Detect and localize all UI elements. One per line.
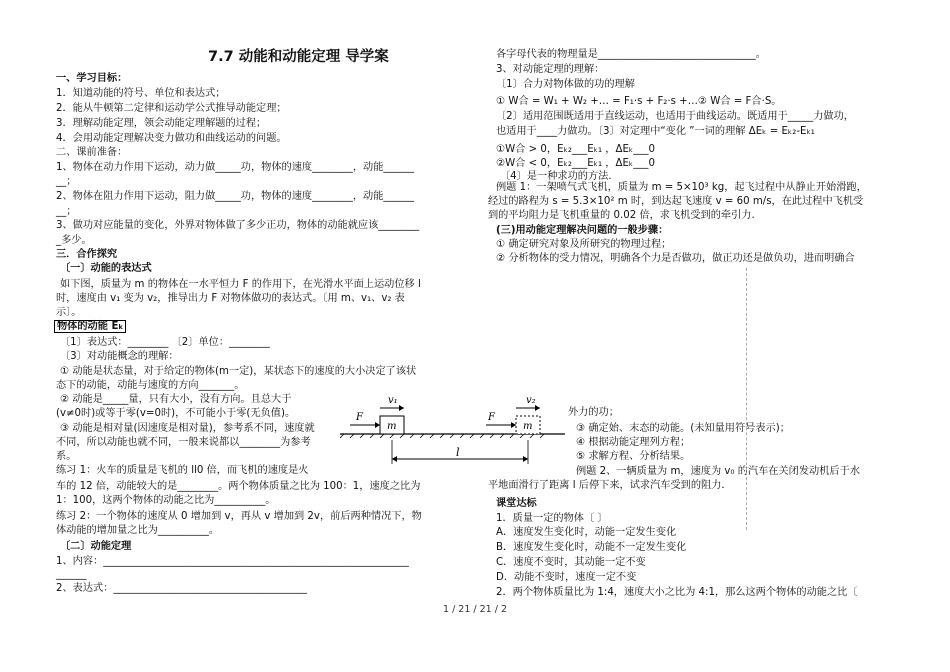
left-line: 如下图，质量为 m 的物体在一水平恒力 F 的作用下，在光滑水平面上运动位移 l [60, 279, 421, 290]
right-line: A．速度发生变化时，动能一定发生变化 [496, 527, 677, 538]
left-line: 1、物体在动力作用下运动，动力做_____功，物体的速度________，动能______ [56, 162, 414, 173]
left-line: 1．知道动能的符号、单位和表达式； [56, 88, 226, 99]
left-line: 2、物体在阻力作用下运动，阻力做_____功，物体的速度________，动能______ [56, 191, 414, 202]
left-line: 示〕。 [56, 307, 82, 318]
left-line: ③ 动能是相对量(因速度是相对量)，参考系不同，速度就 [60, 423, 315, 434]
left-line: 1、内容：____________________________________________________________ [56, 556, 409, 567]
mass-label-1: m [387, 421, 397, 432]
left-line: _多少。 [56, 235, 92, 246]
left-line: ______ [56, 569, 87, 580]
right-line: ④ 根据动能定理列方程； [576, 437, 691, 448]
left-line: 车的 12 倍，动能较大的是________。两个物体质量之比为 100：1，速度之比为 [56, 481, 421, 492]
left-line: 三．合作探究 [56, 249, 118, 260]
left-line: 二、课前准备： [56, 147, 128, 158]
left-line: 系。 [56, 451, 77, 462]
left-line: 〔二〕动能定理 [60, 541, 132, 552]
mass-label-2: m [523, 421, 533, 432]
left-line: 2．能从牛顿第二定律和运动学公式推导动能定理； [56, 103, 287, 114]
right-line: ⑤ 求解方程、分析结果。 [576, 451, 691, 462]
left-line: 练习 2：一个物体的速度从 0 增加到 v，再从 v 增加到 2v，前后两种情况下，物 [56, 511, 422, 522]
right-line: 1．质量一定的物体〔 〕 [496, 513, 608, 524]
left-line: 3、做功对应能量的变化，外界对物体做了多少正功，物体的动能就应该________ [56, 220, 420, 231]
left-line: __； [56, 206, 77, 217]
right-line: 平地面滑行了距离 l 后停下来，试求汽车受到的阻力． [488, 480, 732, 491]
left-line: 3．理解动能定理，领会动能定理解题的过程； [56, 118, 267, 129]
right-line: 各字母代表的物理量是_______________________________。 [496, 49, 766, 60]
v1-label: v₁ [388, 395, 398, 406]
displacement-label: l [456, 446, 460, 459]
left-line: 一、学习目标： [56, 73, 128, 84]
right-line: ② 分析物体的受力情况，明确各个力是否做功，做正功还是做负功，进而明确合 [496, 253, 855, 264]
left-line: 不同，所以动能也就不同，一般来说都以________为参考 [56, 437, 311, 448]
left-line: 体动能的增加量之比为__________。 [56, 525, 219, 536]
right-line: 例题 2、一辆质量为 m，速度为 v₀ 的汽车在关闭发动机后于水 [576, 466, 860, 477]
right-line: ③ 确定始、末态的动能。(未知量用符号表示)； [576, 423, 790, 434]
left-line: ② 动能是_____量，只有大小，没有方向。且总大于 [60, 394, 292, 405]
left-line: 练习 1：火车的质量是飞机的 ll0 倍，而飞机的速度是火 [56, 465, 309, 476]
ground-hatch [340, 434, 544, 438]
right-line: 例题 1：一架喷气式飞机，质量为 m = 5×10³ kg，起飞过程中从静止开始滑跑， [496, 182, 867, 193]
force-label-1: F [356, 412, 363, 423]
right-line: 外力的功； [568, 407, 619, 418]
left-line: ① 动能是状态量，对于给定的物体(m一定)，某状态下的速度的大小决定了该状 [60, 366, 417, 377]
v2-label: v₂ [526, 395, 536, 406]
right-line: 课堂达标 [496, 498, 537, 509]
block-motion-figure [340, 392, 565, 470]
left-line: 4．会用动能定理解决变力做功和曲线运动的问题。 [56, 133, 287, 144]
right-line: 2．两个物体质量比为 1:4，速度大小之比为 4:1，那么这两个物体的动能之比〔 [496, 587, 858, 598]
left-line: __； [56, 176, 77, 187]
right-line: 3、对动能定理的理解： [496, 64, 605, 75]
left-line: 1：100，这两个物体的动能之比为__________。 [56, 495, 276, 506]
right-line: ②W合 < 0，Eₖ₂___Eₖ₁ ，ΔEₖ___0 [496, 158, 656, 169]
left-line: 时，速度由 v₁ 变为 v₂，推导出力 F 对物体做功的表达式。〔用 m、v₁、v₂ 表 [56, 293, 405, 304]
right-line: 到的平均阻力是飞机重量的 0.02 倍，求飞机受到的牵引力. [488, 210, 755, 221]
force-label-2: F [488, 412, 495, 423]
left-line: 态下的动能，动能与速度的方向_______。 [56, 380, 245, 391]
right-line: D．动能不变时，速度一定不变 [496, 572, 637, 583]
right-line: (三)用动能定理解决问题的一般步骤： [496, 225, 669, 236]
right-line: 〔1〕合力对物体做的功的理解 [496, 79, 635, 90]
right-line: ① 确定研究对象及所研究的物理过程； [496, 239, 672, 250]
kinetic-energy-heading: 物体的动能 Eₖ [54, 320, 126, 333]
right-line: 〔2〕适用范围既适用于直线运动，也适用于曲线运动。既适用于_____力做功， [496, 111, 854, 122]
column-divider [746, 268, 747, 530]
page-footer: 1 / 21 / 21 / 2 [443, 604, 507, 615]
left-line: (v≠0时)或等于零(v=0时)，不可能小于零(无负值)。 [56, 408, 296, 419]
left-line: 2、表达式：______________________________________ [56, 583, 307, 594]
right-line: 也适用于____力做功。〔3〕对定理中“变化 ”一词的理解 ΔEₖ = Eₖ₂-Eₖ₁ [496, 126, 815, 137]
right-line: ①W合 > 0，Eₖ₂___Eₖ₁ ，ΔEₖ___0 [496, 144, 656, 155]
page-title: 7.7 动能和动能定理 导学案 [208, 49, 389, 65]
left-line [54, 320, 126, 333]
left-line: 〔1〕表达式：________ 〔2〕单位：________ [60, 337, 270, 348]
right-line: 〔4〕是一种求功的方法. [500, 171, 612, 182]
left-line: 〔3〕对动能概念的理解： [60, 351, 179, 362]
right-line: ① W合 = W₁ + W₂ +… = F₁·s + F₂·s +…② W合 = F合·S。 [496, 96, 782, 107]
right-line: C．速度不变时，其动能一定不变 [496, 557, 646, 568]
right-line: 经过的路程为 s = 5.3×10² m 时，到达起飞速度 v = 60 m/s，在此过程中飞机受 [488, 196, 864, 207]
right-line: B．速度发生变化时，动能不一定发生变化 [496, 542, 687, 553]
left-line: 〔一〕动能的表达式 [60, 263, 152, 274]
